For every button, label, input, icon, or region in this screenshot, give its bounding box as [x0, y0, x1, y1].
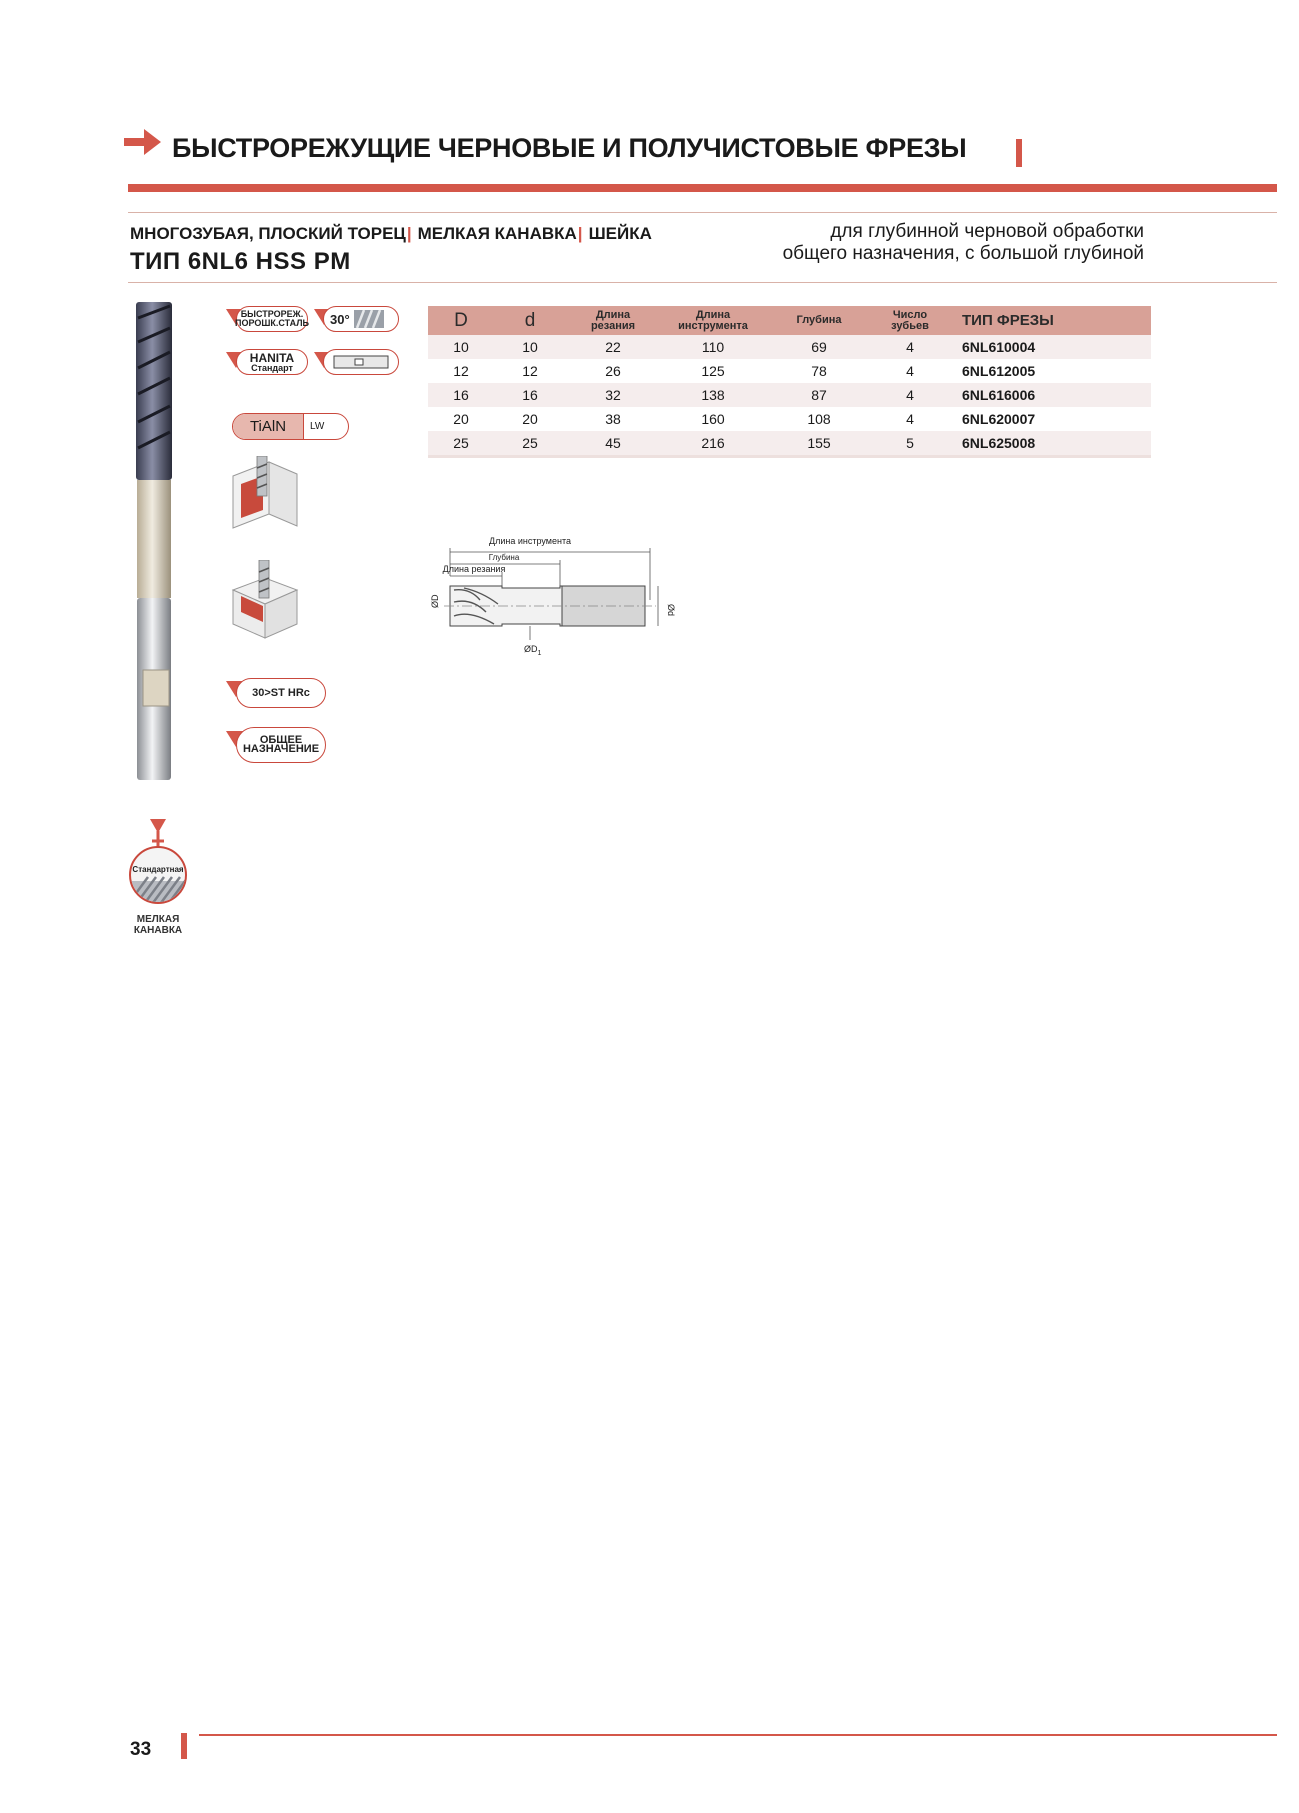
fine-flute-icon — [128, 817, 188, 912]
diameter-D1-subscript: 1 — [537, 650, 542, 656]
arrow-right-icon — [124, 126, 162, 158]
diameter-D1-label — [524, 644, 542, 656]
brand-label — [250, 352, 294, 373]
cell-depth: 108 — [766, 407, 872, 431]
general-line: ОБЩЕЕ — [259, 734, 303, 746]
hardness-badge — [236, 678, 326, 708]
cell-teeth: 4 — [872, 407, 948, 431]
table-row — [428, 383, 1151, 407]
general-purpose-label — [243, 736, 319, 754]
col-header-depth: Глубина — [766, 306, 872, 335]
purpose-line: общего назначения, с большой глубиной — [782, 243, 1144, 264]
flute-type-label — [128, 914, 188, 936]
col-header-tool-length — [660, 306, 766, 335]
cell-cut-length: 22 — [566, 335, 660, 359]
cell-type-code: 6NL612005 — [948, 359, 1151, 383]
material-line: ПОРОШК.СТАЛЬ — [235, 318, 309, 328]
header-line: Число — [892, 308, 928, 321]
cell-d: 12 — [494, 359, 566, 383]
cell-type-code: 6NL620007 — [948, 407, 1151, 431]
general-purpose-badge — [236, 727, 326, 763]
page-number: 33 — [130, 1739, 152, 1760]
cell-teeth: 4 — [872, 335, 948, 359]
header-line: зубьев — [891, 319, 929, 332]
footer-mark — [181, 1733, 187, 1759]
feature-1: МНОГОЗУБАЯ, ПЛОСКИЙ ТОРЕЦ — [130, 224, 406, 243]
cell-cut-length: 45 — [566, 431, 660, 457]
cell-depth: 87 — [766, 383, 872, 407]
tool-length-label: Длина инструмента — [489, 536, 571, 546]
header-line: резания — [590, 319, 636, 332]
divider — [128, 282, 1277, 283]
helix-flute-icon — [354, 310, 384, 328]
depth-label: Глубина — [488, 553, 520, 562]
coating-sub-label: LW — [310, 421, 325, 432]
table-row — [428, 407, 1151, 431]
cell-teeth: 4 — [872, 359, 948, 383]
col-header-cut-length — [566, 306, 660, 335]
cell-teeth: 4 — [872, 383, 948, 407]
shank-badge — [323, 349, 399, 375]
cell-depth: 155 — [766, 431, 872, 457]
dimension-diagram — [420, 530, 688, 656]
table-row — [428, 335, 1151, 359]
cell-cut-length: 38 — [566, 407, 660, 431]
cell-tool-length: 216 — [660, 431, 766, 457]
col-header-type: ТИП ФРЕЗЫ — [948, 306, 1151, 335]
col-header-teeth — [872, 306, 948, 335]
cell-D: 10 — [428, 335, 494, 359]
coating-label: TiAlN — [233, 414, 304, 439]
col-header-D: D — [428, 306, 494, 335]
feature-3: ШЕЙКА — [588, 224, 652, 243]
cell-tool-length: 138 — [660, 383, 766, 407]
cell-d: 20 — [494, 407, 566, 431]
material-line: БЫСТРОРЕЖ. — [240, 309, 304, 319]
cell-D: 20 — [428, 407, 494, 431]
helix-angle-badge — [323, 306, 399, 332]
cell-teeth: 5 — [872, 431, 948, 457]
flute-line: КАНАВКА — [133, 925, 183, 936]
col-header-d: d — [494, 306, 566, 335]
table-header-row — [428, 306, 1151, 335]
helix-angle-label: 30° — [330, 311, 350, 327]
brand-sub-line: Стандарт — [251, 362, 293, 373]
table-row — [428, 431, 1151, 457]
footer-rule — [199, 1734, 1277, 1736]
general-line: НАЗНАЧЕНИЕ — [242, 743, 320, 755]
cell-d: 25 — [494, 431, 566, 457]
cell-tool-length: 125 — [660, 359, 766, 383]
cell-type-code: 6NL625008 — [948, 431, 1151, 457]
brand-line: HANITA — [249, 350, 295, 365]
page-title: БЫСТРОРЕЖУЩИЕ ЧЕРНОВЫЕ И ПОЛУЧИСТОВЫЕ ФРЕЗЫ — [172, 133, 967, 163]
brand-badge — [236, 349, 308, 375]
cell-D: 16 — [428, 383, 494, 407]
cut-length-label: Длина резания — [442, 564, 506, 574]
cell-d: 10 — [494, 335, 566, 359]
spec-table — [428, 306, 1151, 458]
separator: | — [406, 224, 412, 243]
header-line: Длина — [595, 308, 631, 321]
cell-depth: 69 — [766, 335, 872, 359]
header-line: Длина — [695, 308, 731, 321]
hardness-label: 30>ST HRc — [252, 686, 310, 699]
end-mill-image — [130, 302, 178, 780]
product-type-title: ТИП 6NL6 HSS PM — [130, 248, 351, 275]
header-line: инструмента — [678, 319, 748, 332]
cell-cut-length: 32 — [566, 383, 660, 407]
table-row — [428, 359, 1151, 383]
product-purpose — [783, 221, 1144, 265]
header-rule — [128, 184, 1277, 192]
feature-2: МЕЛКАЯ КАНАВКА — [417, 224, 577, 243]
purpose-line: для глубинной черновой обработки — [830, 221, 1144, 242]
slotting-operation-icon — [229, 456, 301, 538]
material-label — [235, 310, 309, 328]
material-badge — [236, 306, 308, 332]
cell-tool-length: 160 — [660, 407, 766, 431]
cell-tool-length: 110 — [660, 335, 766, 359]
cell-D: 12 — [428, 359, 494, 383]
diameter-D-label: ØD — [430, 594, 440, 608]
flute-line: МЕЛКАЯ — [136, 914, 180, 925]
cell-depth: 78 — [766, 359, 872, 383]
coating-badge — [232, 413, 349, 440]
diameter-D1-text: ØD — [524, 644, 538, 654]
separator: | — [577, 224, 583, 243]
product-features — [130, 224, 652, 244]
cell-cut-length: 26 — [566, 359, 660, 383]
cell-D: 25 — [428, 431, 494, 457]
cell-type-code: 6NL610004 — [948, 335, 1151, 359]
cell-type-code: 6NL616006 — [948, 383, 1151, 407]
diameter-d-label: Ød — [666, 604, 676, 617]
flute-standard-label: Стандартная — [132, 865, 184, 874]
title-bar-mark — [1016, 139, 1022, 167]
cell-d: 16 — [494, 383, 566, 407]
divider — [128, 212, 1277, 213]
shank-icon — [333, 354, 389, 370]
pocketing-operation-icon — [229, 560, 301, 642]
